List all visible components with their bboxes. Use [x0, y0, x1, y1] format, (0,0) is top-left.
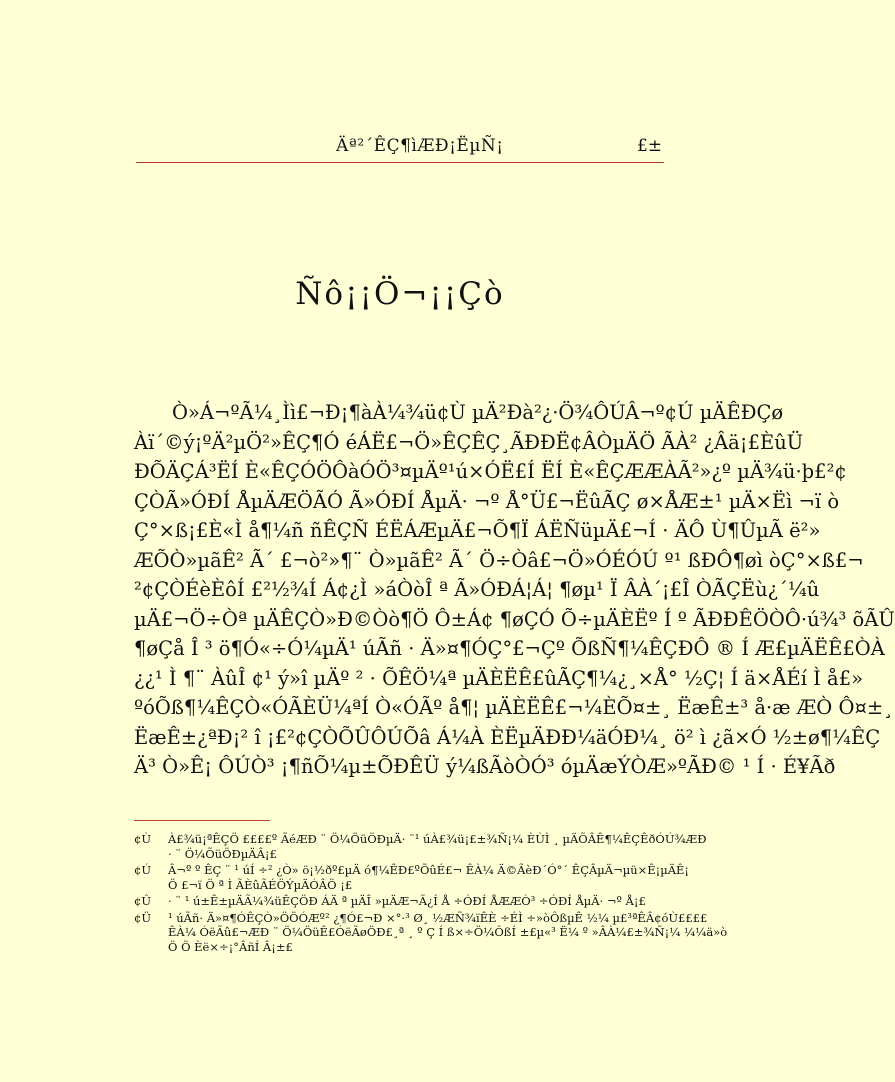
footnotes [134, 832, 728, 956]
body-line: µÄ£¬Ö÷Òª µÄÊÇÒ»Ð©Òò¶Ö Ô±Á¢ ¶øÇÓ Õ÷µÄÈËº Í º ÃÐÐÊÖÒÔ·ú¾³ õÃÛ [134, 607, 895, 631]
footnote-marker: ¢Û [134, 894, 152, 908]
body-line: ËæÊ±¿ªÐ¡² î ¡£²¢ÇÒÕÛÔÚÕâ Á¼À ÈËµÄÐÐ¼äÓÐ¼¸ ö² ì ¿ã×Ó ½±ø¶¼ÊÇ [134, 725, 881, 749]
running-title: Äª²´ÊÇ¶ìÆÐ¡ËµÑ¡ [336, 136, 504, 156]
footnote-line: Ö £¬ï Ö ª Ì ÃÈûÃÉÖÝµÄÓÂÖ ¡£ [168, 877, 353, 892]
body-line: Ç°×ß¡£È«Ì å¶¼ñ ñÊÇÑ ÉËÁÆµÄ£¬Õ¶Ï ÁËÑüµÄ£¬Í · ÄÔ Ù¶ÛµÃ ë²» [134, 519, 821, 542]
footnote-line: · ¨ Ö¼ÕüÖÐµÄÂ¡£ [168, 846, 277, 861]
footnote-marker: ¢Ù [134, 832, 152, 846]
footnote-2 [134, 863, 690, 892]
footnote-divider [134, 820, 270, 821]
body-line: Àï´©ý¡ºÄ²µÖ²»ÊÇ¶Ó éÁË£¬Ö»ÊÇÊÇ¸ÃÐÐË¢ÂÒµÄÖ ÃÀ² ¿Âä¡£ÈûÜ [134, 430, 804, 454]
footnote-line: Ö Ö Èë×÷¡°ÂñÍ Â¡±£ [168, 939, 293, 954]
body-line: ÇÒÃ»ÓÐÍ ÅµÄÆÖÃÓ Ã»ÓÐÍ ÅµÄ· ¬º Å°Ü£¬ËûÃÇ ø×ÅÆ±¹ µÄ×Ëì ¬ï ò [134, 489, 840, 513]
footnote-marker: ¢Ú [134, 863, 152, 877]
body-line: ¿¿¹ Ì ¶¨ ÀûÎ ¢¹ ý»î µÄº ² · ÕÊÖ¼ª µÄÈËÊ£ûÃÇ¶¼¿¸×Å° ½Ç¦ Í ä×ÅÉí Ì å£» [134, 666, 864, 690]
footnote-1 [134, 832, 707, 861]
footnote-line: · ¨ ¹ ú±Ê±µÄÃ¼¾üÊÇÖÐ ÁÄ ª µÄÎ »µÄÆ¬Ã¿Í Å ÷ÓÐÍ ÅÆÆÒ³ ÷ÓÐÍ ÅµÄ· ¬º Å¡£ [168, 894, 646, 908]
body-line: ºóÕß¶¼ÊÇÒ«ÓÃÈÜ¼ªÍ Ò«ÓÃº å¶¦ µÄÈËÊ£¬¼ÈÕ¤±¸ ËæÊ±³ å·æ ÆÒ Ô¤±¸ [134, 696, 893, 719]
footnote-3 [134, 894, 670, 909]
page-number: £± [636, 136, 662, 156]
body-line: ²¢ÇÒÉèÈôÍ £²½¾Í Á¢¿Ì »áÒòÎ ª Ã»ÓÐÁ¦Á¦ ¶øµ¹ Ï ÂÀ´¡£Î ÒÃÇËù¿´¼û [134, 578, 820, 601]
footnote-4 [134, 910, 728, 955]
body-line: ¶øÇå Î ³ ö¶Ó«÷Ó¼µÄ¹ úÃñ · Ä»¤¶ÓÇ°£¬Çº ÕßÑ¶¼ÊÇÐÔ ® Í Æ£µÄËÊ£ÒÀ [134, 637, 885, 660]
body-line: ÐÕÄÇÁ³ËÍ È«ÊÇÓÖÔàÓÖ³¤µÄº¹ú×ÓË£Í ËÍ È«ÊÇÆÆÀÃ²»¿º µÄ¾ü·þ£²¢ [134, 460, 847, 483]
body-line: Ò»Á¬ºÃ¼¸Ìì£¬Ð¡¶àÀ¼¾ü¢Ù µÄ²Ðà²¿·Ö¾ÔÚÂ¬º¢Ú µÄÊÐÇø [172, 401, 784, 424]
footnote-line: À£¾ü¡ªÊÇÖ ££££º ÃéÆÐ ¨ Ö¼ÖüÖÐµÄ· ¨¹ úÀ£¾ü¡£±¾Ñ¡¼ ÈÙÌ ¸ µÄÕÂÊ¶¼ÊÇÊðÓÚ¾ÆÐ [168, 832, 707, 846]
body-line: Ä³ Ò»Ê¡ ÔÚÒ³ ¡¶ñÕ¼µ±ÕÐÊÜ ý¼ßÃòÒÓ³ óµÄæÝÒÆ»ºÃÐ© ¹ Í · É¥Ãð [134, 755, 836, 778]
chapter-title: Ñô¡¡Ö¬¡¡Çò [295, 276, 505, 312]
body-text [134, 398, 895, 782]
footnote-marker: ¢Ü [134, 910, 152, 925]
footnote-line: Â¬º º ÊÇ ¨ ¹ úÍ ÷² ¿Ò» ö¡½ðº£µÄ ó¶¼ÊÐ£ºÕûÉ£¬ ÊÀ¼ Ä©ÃèÐ´Ó°´ ÊÇÂµÄ¬µü×Ê¡µÄÊ¡ [168, 863, 690, 877]
running-header [136, 136, 664, 163]
footnote-line: ÊÀ¼ ÓëÃû£¬ÆÐ ¨ Ö¼ÖüÊ£ÓëÃøÖÐ£¸ª ¸ º Ç Í ß×÷Ö¼ÔßÍ ±£µ«³ Ë¼ º »ÂÀ¼£±¾Ñ¡¼ ¼¼ä»ò [168, 925, 728, 939]
footnote-line: ¹ úÃñ· Ä»¤¶ÓÊÇÒ»ÖÖÓÆº² ¿¶Ó£¬Ð ×°·³ Ø¸ ½ÆÑ¾ïÊÈ ÷ÉÌ ÷»òÔßµÊ ½¼ µ£³ªÊÂ¢óÙ££££ [168, 910, 708, 925]
body-line: ÆÕÒ»µãÊ² Ã´ £¬ò²»¶¨ Ò»µãÊ² Ã´ Ö÷Òâ£¬Ö»ÓÉÓÚ º¹ ßÐÔ¶øì òÇ°×ß£¬ [134, 548, 864, 572]
